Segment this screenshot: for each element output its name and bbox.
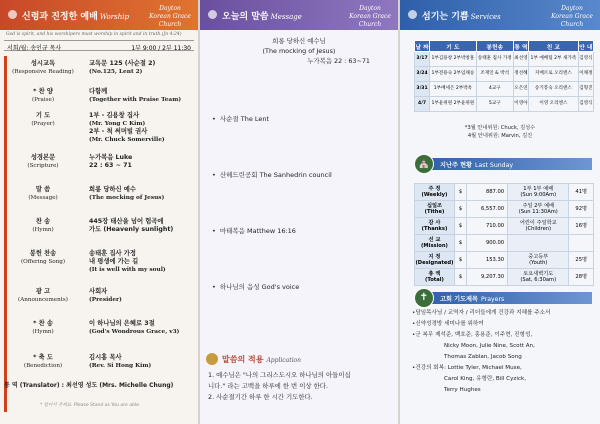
sermon-point: • 산헤드린공회 The Sanhedrin council — [212, 170, 332, 179]
table-cell: 김영식 — [578, 97, 593, 112]
presider-info: 서회/월: 송인규 목사 — [7, 45, 62, 52]
prayer-list — [412, 308, 596, 396]
table-cell: 5교구 — [476, 97, 513, 112]
cross-icon — [408, 10, 417, 19]
prayer-item: Nicky Moon, Julie Nine, Scott An, — [444, 343, 535, 349]
offering-amount: 900.00 — [467, 235, 508, 252]
worship-item-value: 이 하나님의 은혜로 3절 (God's Wondrous Grace, v3) — [89, 320, 180, 335]
translator-line: 통 역 (Translator) : 최선영 성도 (Mrs. Michelle Chung) — [4, 382, 174, 389]
offering-section-header: ⛪ 지난주 현황 Last Sunday — [422, 158, 592, 170]
offering-row — [415, 218, 594, 235]
table-cell: 1부김용창 2부박창훈 — [430, 52, 477, 67]
order-of-worship — [4, 56, 194, 412]
offering-amount: 887.00 — [467, 184, 508, 201]
application-header: 말씀의 적용 Application — [206, 352, 301, 366]
offering-category: 십일조 (Tithe) — [415, 201, 455, 218]
worship-item — [7, 354, 197, 370]
prayer-item: • 건강의 회복: Lottie Tyler, Michael Muse, — [412, 363, 596, 374]
worship-item — [7, 186, 197, 202]
offering-category: 선 교 (Mission) — [415, 235, 455, 252]
church-icon: ⛪ — [414, 154, 434, 174]
offering-row — [415, 184, 594, 201]
services-title: 섬기는 기쁨 Services — [422, 12, 501, 22]
table-cell: 최선영 — [513, 52, 528, 67]
worship-item-value: 송태훈 집사 가정 내 평생에 가는 길 (It is well with my soul) — [89, 250, 166, 273]
table-cell: 이영 오리엔스 — [529, 97, 579, 112]
service-times: 1부 9:00 / 2부 11:30 — [131, 45, 191, 52]
offering-row — [415, 269, 594, 286]
dollar-sign: $ — [454, 184, 466, 201]
table-cell: 1부배세은 2부박옥 — [430, 82, 477, 97]
attendance-service: 중고등부 (Youth) — [508, 252, 569, 269]
offering-amount: 710.00 — [467, 218, 508, 235]
worship-item-label: 성경본문 (Scripture) — [27, 154, 59, 169]
dollar-sign: $ — [454, 269, 466, 286]
worship-item — [7, 250, 197, 274]
message-header — [200, 0, 398, 30]
attendance-count: 16명 — [569, 218, 594, 235]
attendance-count: 28명 — [569, 269, 594, 286]
service-info-bar — [4, 40, 194, 51]
worship-item — [7, 288, 197, 304]
offering-amount: 6,557.00 — [467, 201, 508, 218]
service-schedule-table — [414, 40, 594, 112]
attendance-count: 92명 — [569, 201, 594, 218]
worship-item — [7, 88, 197, 104]
worship-item-label: 성시교독 (Responsive Reading) — [12, 60, 74, 75]
attendance-count: 25명 — [569, 252, 594, 269]
table-cell: 송태훈 집사 가정 — [476, 52, 513, 67]
dollar-sign: $ — [454, 235, 466, 252]
worship-item-label: * 찬 송 (Hymn) — [32, 320, 54, 335]
offering-category: 지 정 (Designated) — [415, 252, 455, 269]
dollar-sign: $ — [454, 201, 466, 218]
table-cell: 4교구 — [476, 82, 513, 97]
usher-note: *3월 안내위원: Chuck, 김성수 — [464, 125, 536, 131]
attendance-service: 1부 1부 예배 (Sun 9:00Am) — [508, 184, 569, 201]
table-cell: 3/24 — [415, 67, 430, 82]
stand-footnote: * 일어서 주세요. Please Stand as You are able. — [40, 403, 141, 408]
worship-item-value: 사회자 (Presider) — [89, 288, 122, 303]
prayer-item: • 군 복무 제석준, 백호준, 홍용준, 이주현, 진형성, — [412, 330, 596, 341]
table-header: 봉헌송 — [476, 41, 513, 52]
table-row — [415, 82, 594, 97]
worship-item-label: 광 고 (Announcements) — [18, 288, 68, 303]
table-cell: 이영아 — [513, 97, 528, 112]
table-cell: 3/31 — [415, 82, 430, 97]
table-header: 기 도 — [430, 41, 477, 52]
offering-row — [415, 201, 594, 218]
worship-item — [7, 154, 197, 170]
worship-item-value: 누가복음 Luke 22 : 63 ~ 71 — [89, 154, 133, 169]
offering-category: 주 정 (Weekly) — [415, 184, 455, 201]
sermon-point: • 하나님의 음성 God's voice — [212, 282, 299, 291]
worship-item — [7, 320, 197, 336]
prayer-section-header: ✝ 고회 기도제목 Prayers — [422, 292, 592, 304]
message-title: 오늘의 말씀 Message — [222, 12, 302, 22]
table-row — [415, 67, 594, 82]
header-verse: God is spirit, and his worshipers must worship in spirit and in truth.(Jn 4:24) — [6, 32, 182, 37]
brand-logo: Dayton Korean Grace Church — [349, 5, 391, 28]
table-cell: 4/7 — [415, 97, 430, 112]
worship-item-value: 445장 태산을 넘어 험곡에 가도 (Heavenly sunlight) — [89, 218, 174, 233]
worship-item-value: 1부 - 김용창 집사 (Mr. Yong C Kim) 2부 - 척 써머빌 권사 (Mr. Chuck Somerville) — [89, 112, 165, 143]
worship-item-value: 다함께 (Together with Praise Team) — [89, 88, 182, 103]
worship-item-value: 교독문 125 (사순절 2) (No.125, Lent 2) — [89, 60, 156, 75]
attendance-service: 어린이 주일학교 (Children) — [508, 218, 569, 235]
worship-item-value: 희롱 당하신 예수 (The mocking of Jesus) — [89, 186, 165, 201]
worship-title: 신령과 진정한 예배 Worship — [22, 12, 129, 22]
dollar-sign: $ — [454, 252, 466, 269]
table-header: 안 내 — [578, 41, 593, 52]
worship-item — [7, 218, 197, 234]
worship-item-label: 찬 송 (Hymn) — [32, 218, 54, 233]
table-row — [415, 97, 594, 112]
brand-logo: Dayton Korean Grace Church — [551, 5, 593, 28]
offering-category: 감 사 (Thanks) — [415, 218, 455, 235]
table-cell: 1부윤위원 2부윤위원 — [430, 97, 477, 112]
services-header — [400, 0, 600, 30]
table-cell: 송기봉숙 오리엔스 — [529, 82, 579, 97]
prayer-item: Thomas Zablan, Jacob Song — [444, 354, 522, 360]
worship-item-label: 기 도 (Prayer) — [31, 112, 55, 127]
sermon-title-en: (The mocking of Jesus) — [262, 47, 336, 55]
table-cell: 오은연 — [513, 82, 528, 97]
message-panel — [200, 0, 398, 424]
attendance-count: 41명 — [569, 184, 594, 201]
worship-panel — [0, 0, 198, 424]
table-cell: 조재인 & 박석 — [476, 67, 513, 82]
application-text: 1. 예수님은 "나의 그리스도시오 하나님의 아들이십 니다." 라는 고백을 하루에 한 번 이상 한다. 2. 사순절기간 하루 한 시간 기도한다. — [208, 371, 351, 401]
table-header: 친 교 — [529, 41, 579, 52]
offering-category: 총 액 (Total) — [415, 269, 455, 286]
attendance-service: 토요새벽기도 (Sat, 6:30am) — [508, 269, 569, 286]
services-panel — [400, 0, 600, 424]
brand-logo: Dayton Korean Grace Church — [149, 5, 191, 28]
attendance-service — [508, 235, 569, 252]
table-cell: 정선혜 — [513, 67, 528, 82]
prayer-item: Terry Hughes — [444, 387, 481, 393]
worship-item-label: * 축 도 (Benediction) — [23, 354, 63, 369]
table-cell: 1부전용숙 2부임채승 — [430, 67, 477, 82]
worship-item — [7, 60, 197, 76]
worship-header — [0, 0, 198, 30]
prayer-item: • 담임목사님 / 교역자 / 리더들에게 건강과 지혜를 주소서 — [412, 308, 596, 319]
cross-icon — [8, 10, 17, 19]
prayer-item: • 신약성경방 세미나를 위하여 — [412, 319, 596, 330]
prayer-item: Carol King, 유형란, Bill Cyzick, — [444, 376, 526, 382]
offering-table — [414, 183, 594, 286]
offering-amount: 9,207.30 — [467, 269, 508, 286]
table-row — [415, 52, 594, 67]
sermon-point: • 사순절 The Lent — [212, 114, 269, 123]
table-cell: 이채정 — [578, 67, 593, 82]
worship-item-label: 말 씀 (Message) — [28, 186, 58, 201]
offering-row — [415, 235, 594, 252]
sermon-title-ko: 희롱 당하신 예수님 — [272, 37, 326, 45]
sermon-point: • 마태복음 Matthew 16:16 — [212, 226, 296, 235]
worship-item-label: * 찬 양 (Praise) — [31, 88, 55, 103]
worship-item — [7, 112, 197, 144]
worship-item-value: 김시홍 목사 (Rev. Si Hong Kim) — [89, 354, 152, 369]
table-cell: 김영식 — [578, 52, 593, 67]
offering-amount: 153.30 — [467, 252, 508, 269]
table-header: 통 역 — [513, 41, 528, 52]
table-cell: 김형진 — [578, 82, 593, 97]
sermon-reference: 누가복음 22 : 63~71 — [307, 57, 370, 65]
table-cell: 지베르로 오리엔스 — [529, 67, 579, 82]
table-header: 날 짜 — [415, 41, 430, 52]
cross-icon: ✝ — [414, 288, 434, 308]
table-cell: 1부 예배팀 2부 새가족 — [529, 52, 579, 67]
worship-item-label: 봉헌 찬송 (Offering Song) — [20, 250, 66, 265]
usher-note: 4월 안내위원: Marvin, 김진 — [467, 133, 533, 139]
attendance-count — [569, 235, 594, 252]
table-cell: 3/17 — [415, 52, 430, 67]
candle-icon — [206, 353, 218, 365]
dollar-sign: $ — [454, 218, 466, 235]
offering-row — [415, 252, 594, 269]
sermon-heading — [200, 36, 398, 66]
attendance-service: 주일 2부 예배 (Sun 11:30Am) — [508, 201, 569, 218]
cross-icon — [208, 10, 217, 19]
